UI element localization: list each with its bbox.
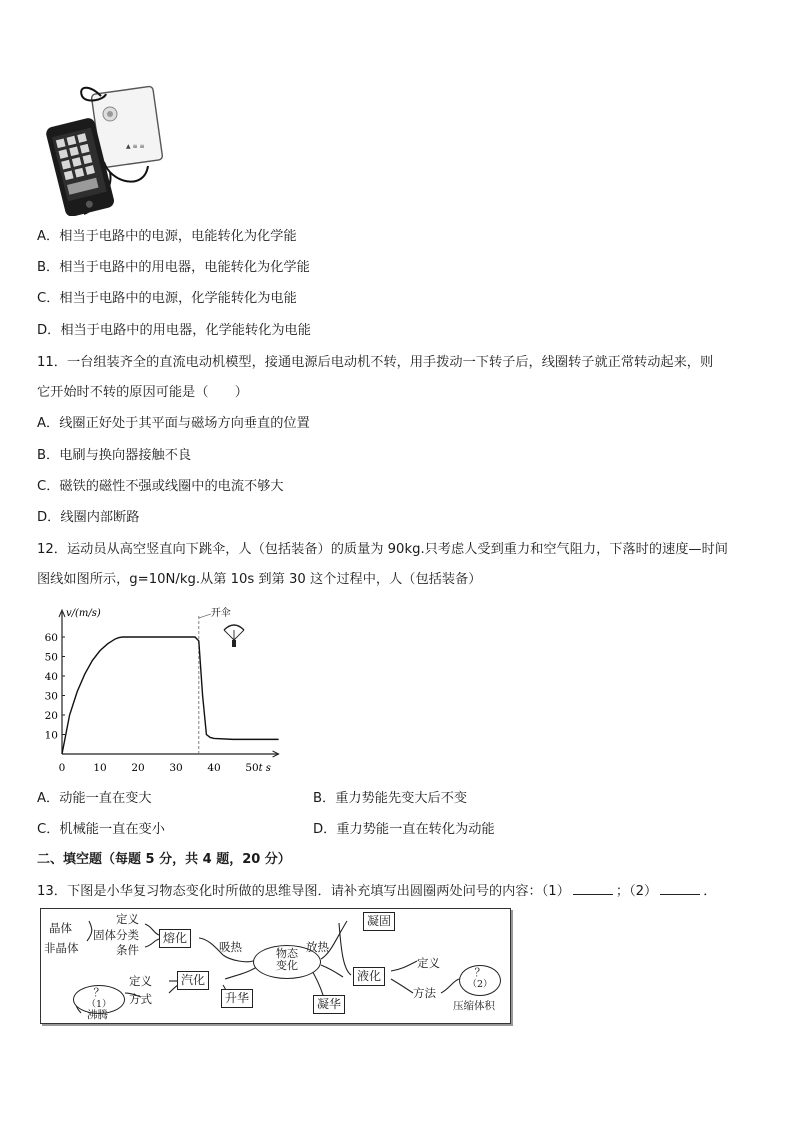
velocity-time-chart — [36, 604, 296, 776]
mm-xire: 吸热 — [219, 940, 242, 954]
answer-blank-1[interactable] — [573, 894, 613, 895]
q11-option-a: A．线圈正好处于其平面与磁场方向垂直的位置 — [37, 416, 310, 431]
mm-center: 物态 变化 — [253, 945, 321, 979]
q12-option-b: B．重力势能先变大后不变 — [313, 791, 468, 806]
q11-option-d: D．线圈内部断路 — [37, 510, 140, 525]
q12-option-c: C．机械能一直在变小 — [37, 822, 165, 837]
mm-qihua: 汽化 — [177, 971, 209, 990]
x-tick-label: 40 — [207, 762, 221, 774]
mm-ninggu: 凝固 — [363, 912, 395, 931]
velocity-series-line — [62, 637, 279, 754]
phone-charger-illustration — [44, 82, 164, 216]
mm-ninghua: 凝华 — [313, 995, 345, 1014]
x-tick-label: 10 — [93, 762, 107, 774]
y-tick-label: 50 — [44, 651, 58, 664]
y-tick-label: 30 — [44, 690, 58, 703]
mm-feijingti: 非晶体 — [44, 941, 79, 955]
answer-blank-2[interactable] — [660, 894, 700, 895]
mm-question-2 — [459, 965, 501, 996]
q13-end: ． — [703, 884, 717, 899]
x-tick-label: 50 — [245, 762, 259, 774]
q12-option-a: A．动能一直在变大 — [37, 791, 152, 806]
x-tick-label: 20 — [131, 762, 145, 774]
mm-fangshi: 方式 — [129, 992, 152, 1006]
mm-dingyi-2: 定义 — [417, 956, 440, 970]
q11-option-c: C．磁铁的磁性不强或线圈中的电流不够大 — [37, 479, 284, 494]
x-tick-label: 30 — [169, 762, 183, 774]
mm-ronghua: 熔化 — [159, 929, 191, 948]
mind-map — [40, 908, 511, 1024]
q11-option-b: B．电刷与换向器接触不良 — [37, 448, 192, 463]
mm-jingti: 晶体 — [49, 921, 72, 935]
q10-option-b: B．相当于电路中的用电器，电能转化为化学能 — [37, 260, 310, 275]
q10-option-d: D．相当于电路中的用电器，化学能转化为电能 — [37, 323, 311, 338]
mm-q1-num: （1） — [86, 999, 112, 1010]
y-axis-label: v/(m/s) — [66, 608, 101, 619]
mm-dingyi-3: 定义 — [129, 974, 152, 988]
x-tick-label: 0 — [58, 762, 66, 774]
mm-q2-num: （2） — [467, 979, 493, 990]
mm-fangre: 放热 — [306, 940, 329, 954]
y-tick-label: 10 — [44, 729, 58, 742]
q10-option-a: A．相当于电路中的电源，电能转化为化学能 — [37, 229, 297, 244]
q13-separator: ；（2） — [615, 884, 658, 899]
q13-stem-text: 13．下图是小华复习物态变化时所做的思维导图．请补充填写出圆圈两处问号的内容：（1） — [37, 884, 570, 899]
mm-dingyi-1: 定义 — [116, 912, 139, 926]
q10-option-c: C．相当于电路中的电源，化学能转化为电能 — [37, 291, 297, 306]
q12-option-d: D．重力势能一直在转化为动能 — [313, 822, 495, 837]
q12-stem-line1: 12．运动员从高空竖直向下跳伞，人（包括装备）的质量为 90kg.只考虑人受到重力和空气阻力，下落时的速度—时间 — [37, 542, 728, 557]
section-heading: 二、填空题（每题 5 分，共 4 题，20 分） — [37, 852, 291, 867]
y-tick-label: 60 — [44, 632, 58, 644]
q12-stem-line2: 图线如图所示，g=10N/kg.从第 10s 到第 30 这个过程中，人（包括装备） — [37, 572, 482, 587]
mm-q2-mark: ？ — [474, 966, 486, 979]
mm-yasuo: 压缩体积 — [453, 1000, 495, 1012]
mm-yehua: 液化 — [353, 967, 385, 986]
annotation-leader — [199, 614, 211, 618]
mm-tiaojian: 条件 — [116, 943, 139, 957]
q11-stem-line2: 它开始时不转的原因可能是（ ） — [37, 385, 248, 400]
mm-q1-mark: ？ — [93, 986, 105, 999]
y-tick-label: 40 — [44, 671, 58, 683]
mm-fangfa: 方法 — [413, 986, 436, 1000]
svg-text:▲ ≡ ≡: ▲ ≡ ≡ — [126, 143, 145, 150]
x-axis-label: t s — [258, 763, 271, 774]
y-tick-label: 20 — [44, 710, 58, 722]
q13-stem — [37, 883, 716, 901]
parachute-icon — [224, 625, 244, 647]
mm-feiteng: 沸腾 — [87, 1009, 108, 1021]
annotation-label: 开伞 — [210, 608, 231, 619]
mm-guti-fenlei: 固体分类 — [93, 928, 139, 942]
mm-shenghua: 升华 — [221, 989, 253, 1008]
q11-stem-line1: 11．一台组装齐全的直流电动机模型，接通电源后电动机不转，用手拨动一下转子后，线圈转子就正常转动起来，则 — [37, 355, 714, 370]
